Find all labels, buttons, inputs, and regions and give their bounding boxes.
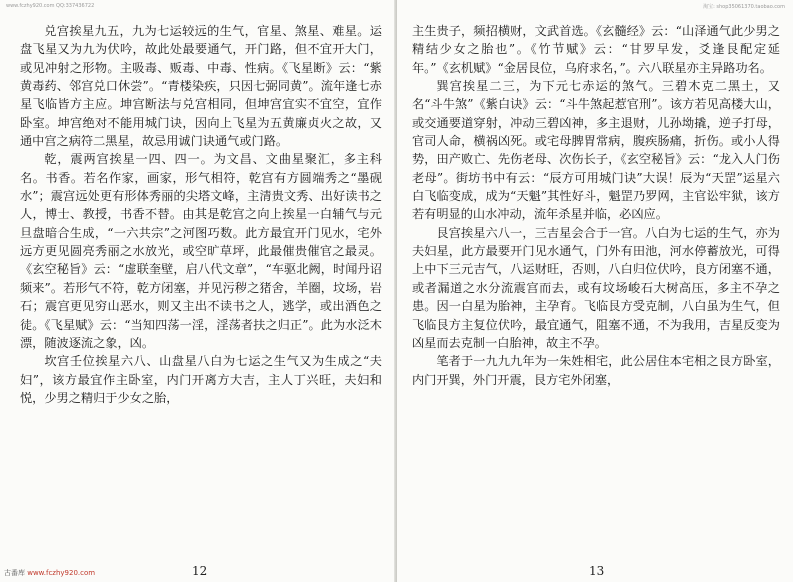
paragraph-kan-gong: 坎宫壬位挨星六八、山盘星八白为七运之生气又为生成之“夫妇”，该方最宜作主卧室，内门开离方大吉，主人丁兴旺，夫妇和悦，少男之精归于少女之胎， — [20, 354, 382, 405]
footer-site-link[interactable]: www.fczhy920.com — [27, 569, 96, 577]
right-page — [397, 0, 793, 582]
paragraph-dui-gong: 兑宫挨星九五，九为七运较远的生气，官星、煞星、难星。运盘飞星又为九为伏吟，故此处最要通气，开门路，但不宜开大门，或见冲射之形物。主吸毒、贩毒、中毒、性病。《飞星断》云：“紫黄毒药、邻宫兑口休尝”。“青楼染疾，只因七弼同黄”。流年逢七赤星飞临皆方主应。坤宫断法与兑宫相同，但坤宫宜实不宜空，宜作卧室。坤宫绝对不能用城门诀，因向上飞星为五黄廉贞火之故，又通中宫之病符二黑星，故忌用诚门诀通气或门路。 — [20, 24, 382, 149]
paragraph-gen-gong: 艮宫挨星六八一，三吉星会合于一宫。八白为七运的生气，亦为夫妇星，此方最要开门见水通气，门外有田池，河水停蓄放光，可得上中下三元吉气，八运财旺，否则，八白归位伏吟，良方闭塞不通，或者漏道之水分流震宫而去，或有坟场峻石大树高压，多主不孕之患。因一白星为胎神，主孕育。飞临艮方受克制，八白虽为生气，但飞临艮方主复位伏吟，最宜通气，阻塞不通，不为我用，吉星反变为凶星而去克制一白胎神，故主不孕。 — [412, 225, 780, 350]
page-number-right: 13 — [589, 564, 605, 578]
left-header-watermark: www.fczhy920.com QQ:337436722 — [6, 3, 95, 9]
paragraph-qian-zhen: 乾，震两宫挨星一四、四一。为文昌、文曲星聚汇，多主科名。书香。若名作家，画家，形气相符，乾宫有方圆端秀之“墨砚水”；震宫远处更有形体秀丽的尖塔文峰，主清贵文秀、出好读书之人，博士、教授，书香不替。由其是乾宫之向上挨星一白辅气与元旦盘暗合生成，“一六共宗”之河图巧数。此方最宜开门见水，宅外远方更见圆亮秀丽之水放光，或空旷草坪，此最催贵催官之最灵。《玄空秘旨》云：“虚联奎壁，启八代文章”，“车驱北阙，时闻丹诏频来”。若形气不符，乾方闭塞，并见污秽之猪舍，羊圈，坟场，岩石；震宫更见穷山恶水，则又主出不读书之人，逃学，或出酒色之徒。《飞星赋》云：“当知四荡一淫，淫荡者扶之归正”。此为水泛木漂，随波逐流之象，凶。 — [20, 152, 382, 350]
paragraph-author-case: 笔者于一九九九年为一朱姓相宅，此公居住本宅相之艮方卧室，内门开巽，外门开震，艮方宅外闭塞， — [412, 354, 780, 387]
left-page-text — [20, 22, 382, 407]
footer-site-label: 古番库 — [4, 569, 25, 577]
right-header-watermark: 淘宝: shop35061370.taobao.com — [703, 4, 785, 10]
paragraph-continuation: 主生贵子，频招横财，文武首选。《玄髓经》云：“山泽通气此少男之精结少女之胎也”。《竹节赋》云：“甘罗早发，爻逢艮配定延年。”《玄机赋》“金居艮位，乌府求名，”。六八联星亦主异路功名。 — [412, 24, 780, 75]
footer-site-mark — [4, 568, 95, 578]
page-number-left: 12 — [192, 564, 208, 578]
right-page-text — [412, 22, 780, 389]
paragraph-xun-gong: 巽宫挨星二三，为下元七赤运的煞气。三碧木克二黑土，又名“斗牛煞”《紫白诀》云：“斗牛煞起惹官刑”。该方若见高楼大山，或交通要道穿射，冲动三碧凶神，多主退财，儿孙坳撬，逆子打母，官司人命，横祸凶死。或宅母脾胃常病，腹疾肠痛，折伤。或小人得势，田产败亡、先伤老母、次伤长子，《玄空秘旨》云：“龙入人门伤老母”。街坊书中有云：“辰方可用城门诀”大误！辰为“天罡”运星六白飞临变成，成为“天魁”其性好斗，魁罡乃罗网，主官讼牢狱，该方若有明显的山水冲动，流年杀星并临，必凶应。 — [412, 79, 780, 222]
